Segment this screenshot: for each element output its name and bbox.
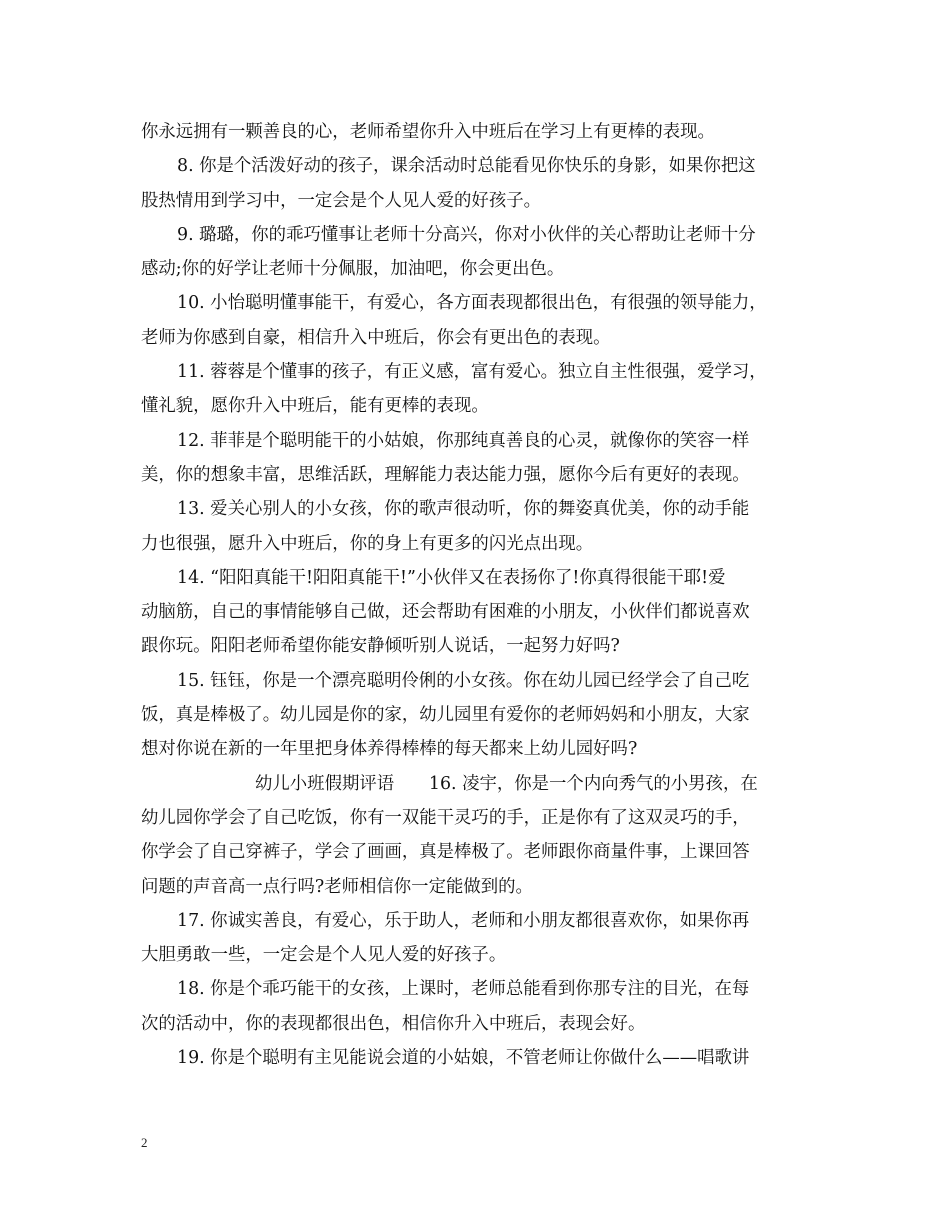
text-line: 15. 钰钰，你是一个漂亮聪明伶俐的小女孩。你在幼儿园已经学会了自己吃 [177, 670, 750, 691]
text-line: 问题的声音高一点行吗?老师相信你一定能做到的。 [141, 876, 533, 897]
text-line: 跟你玩。阳阳老师希望你能安静倾听别人说话，一起努力好吗? [141, 636, 620, 657]
text-line: 大胆勇敢一些，一定会是个人见人爱的好孩子。 [141, 945, 507, 966]
text-line: 11. 蓉蓉是个懂事的孩子，有正义感，富有爱心。独立自主性很强，爱学习， [177, 362, 767, 383]
text-line: 动脑筋，自己的事情能够自己做，还会帮助有困难的小朋友，小伙伴们都说喜欢 [141, 602, 750, 623]
text-line: 感动;你的好学让老师十分佩服，加油吧，你会更出色。 [141, 259, 565, 280]
text-line: 老师为你感到自豪，相信升入中班后，你会有更出色的表现。 [141, 327, 611, 348]
text-line: 股热情用到学习中，一定会是个人见人爱的好孩子。 [141, 190, 541, 211]
text-line: 19. 你是个聪明有主见能说会道的小姑娘，不管老师让你做什么——唱歌讲 [177, 1048, 750, 1069]
text-line: 17. 你诚实善良，有爱心，乐于助人，老师和小朋友都很喜欢你，如果你再 [177, 910, 750, 931]
text-line: 你永远拥有一颗善良的心，老师希望你升入中班后在学习上有更棒的表现。 [141, 122, 715, 142]
text-line: 你学会了自己穿裤子，学会了画画，真是棒极了。老师跟你商量件事，上课回答 [141, 842, 750, 863]
text-line: 美，你的想象丰富，思维活跃，理解能力表达能力强，愿你今后有更好的表现。 [141, 464, 750, 485]
text-line: 力也很强，愿升入中班后，你的身上有更多的闪光点出现。 [141, 533, 594, 554]
text-line: 10. 小怡聪明懂事能干，有爱心，各方面表现都很出色，有很强的领导能力， [177, 293, 767, 314]
text-line: 想对你说在新的一年里把身体养得棒棒的每天都来上幼儿园好吗? [141, 739, 638, 760]
text-line: 8. 你是个活泼好动的孩子，课余活动时总能看见你快乐的身影，如果你把这 [177, 156, 756, 177]
text-line: 懂礼貌，愿你升入中班后，能有更棒的表现。 [141, 396, 489, 417]
text-line: 幼儿小班假期评语 16. 凌宇，你是一个内向秀气的小男孩，在 [255, 773, 758, 794]
page-number: 2 [141, 1135, 148, 1150]
text-line: 次的活动中，你的表现都很出色，相信你升入中班后，表现会好。 [141, 1013, 646, 1034]
body-text [141, 115, 811, 1075]
text-line: 18. 你是个乖巧能干的女孩，上课时，老师总能看到你那专注的目光，在每 [177, 979, 750, 1000]
text-line: 饭，真是棒极了。幼儿园是你的家，幼儿园里有爱你的老师妈妈和小朋友，大家 [141, 705, 750, 726]
text-line: 9. 璐璐，你的乖巧懂事让老师十分高兴，你对小伙伴的关心帮助让老师十分 [177, 224, 756, 245]
text-line: 13. 爱关心别人的小女孩，你的歌声很动听，你的舞姿真优美，你的动手能 [177, 499, 750, 520]
text-line: 14. “阳阳真能干!阳阳真能干!”小伙伴又在表扬你了!你真得很能干耶!爱 [177, 567, 726, 588]
text-line: 12. 菲菲是个聪明能干的小姑娘，你那纯真善良的心灵，就像你的笑容一样 [177, 430, 750, 451]
text-line: 幼儿园你学会了自己吃饭，你有一双能干灵巧的手，正是你有了这双灵巧的手， [141, 807, 750, 828]
